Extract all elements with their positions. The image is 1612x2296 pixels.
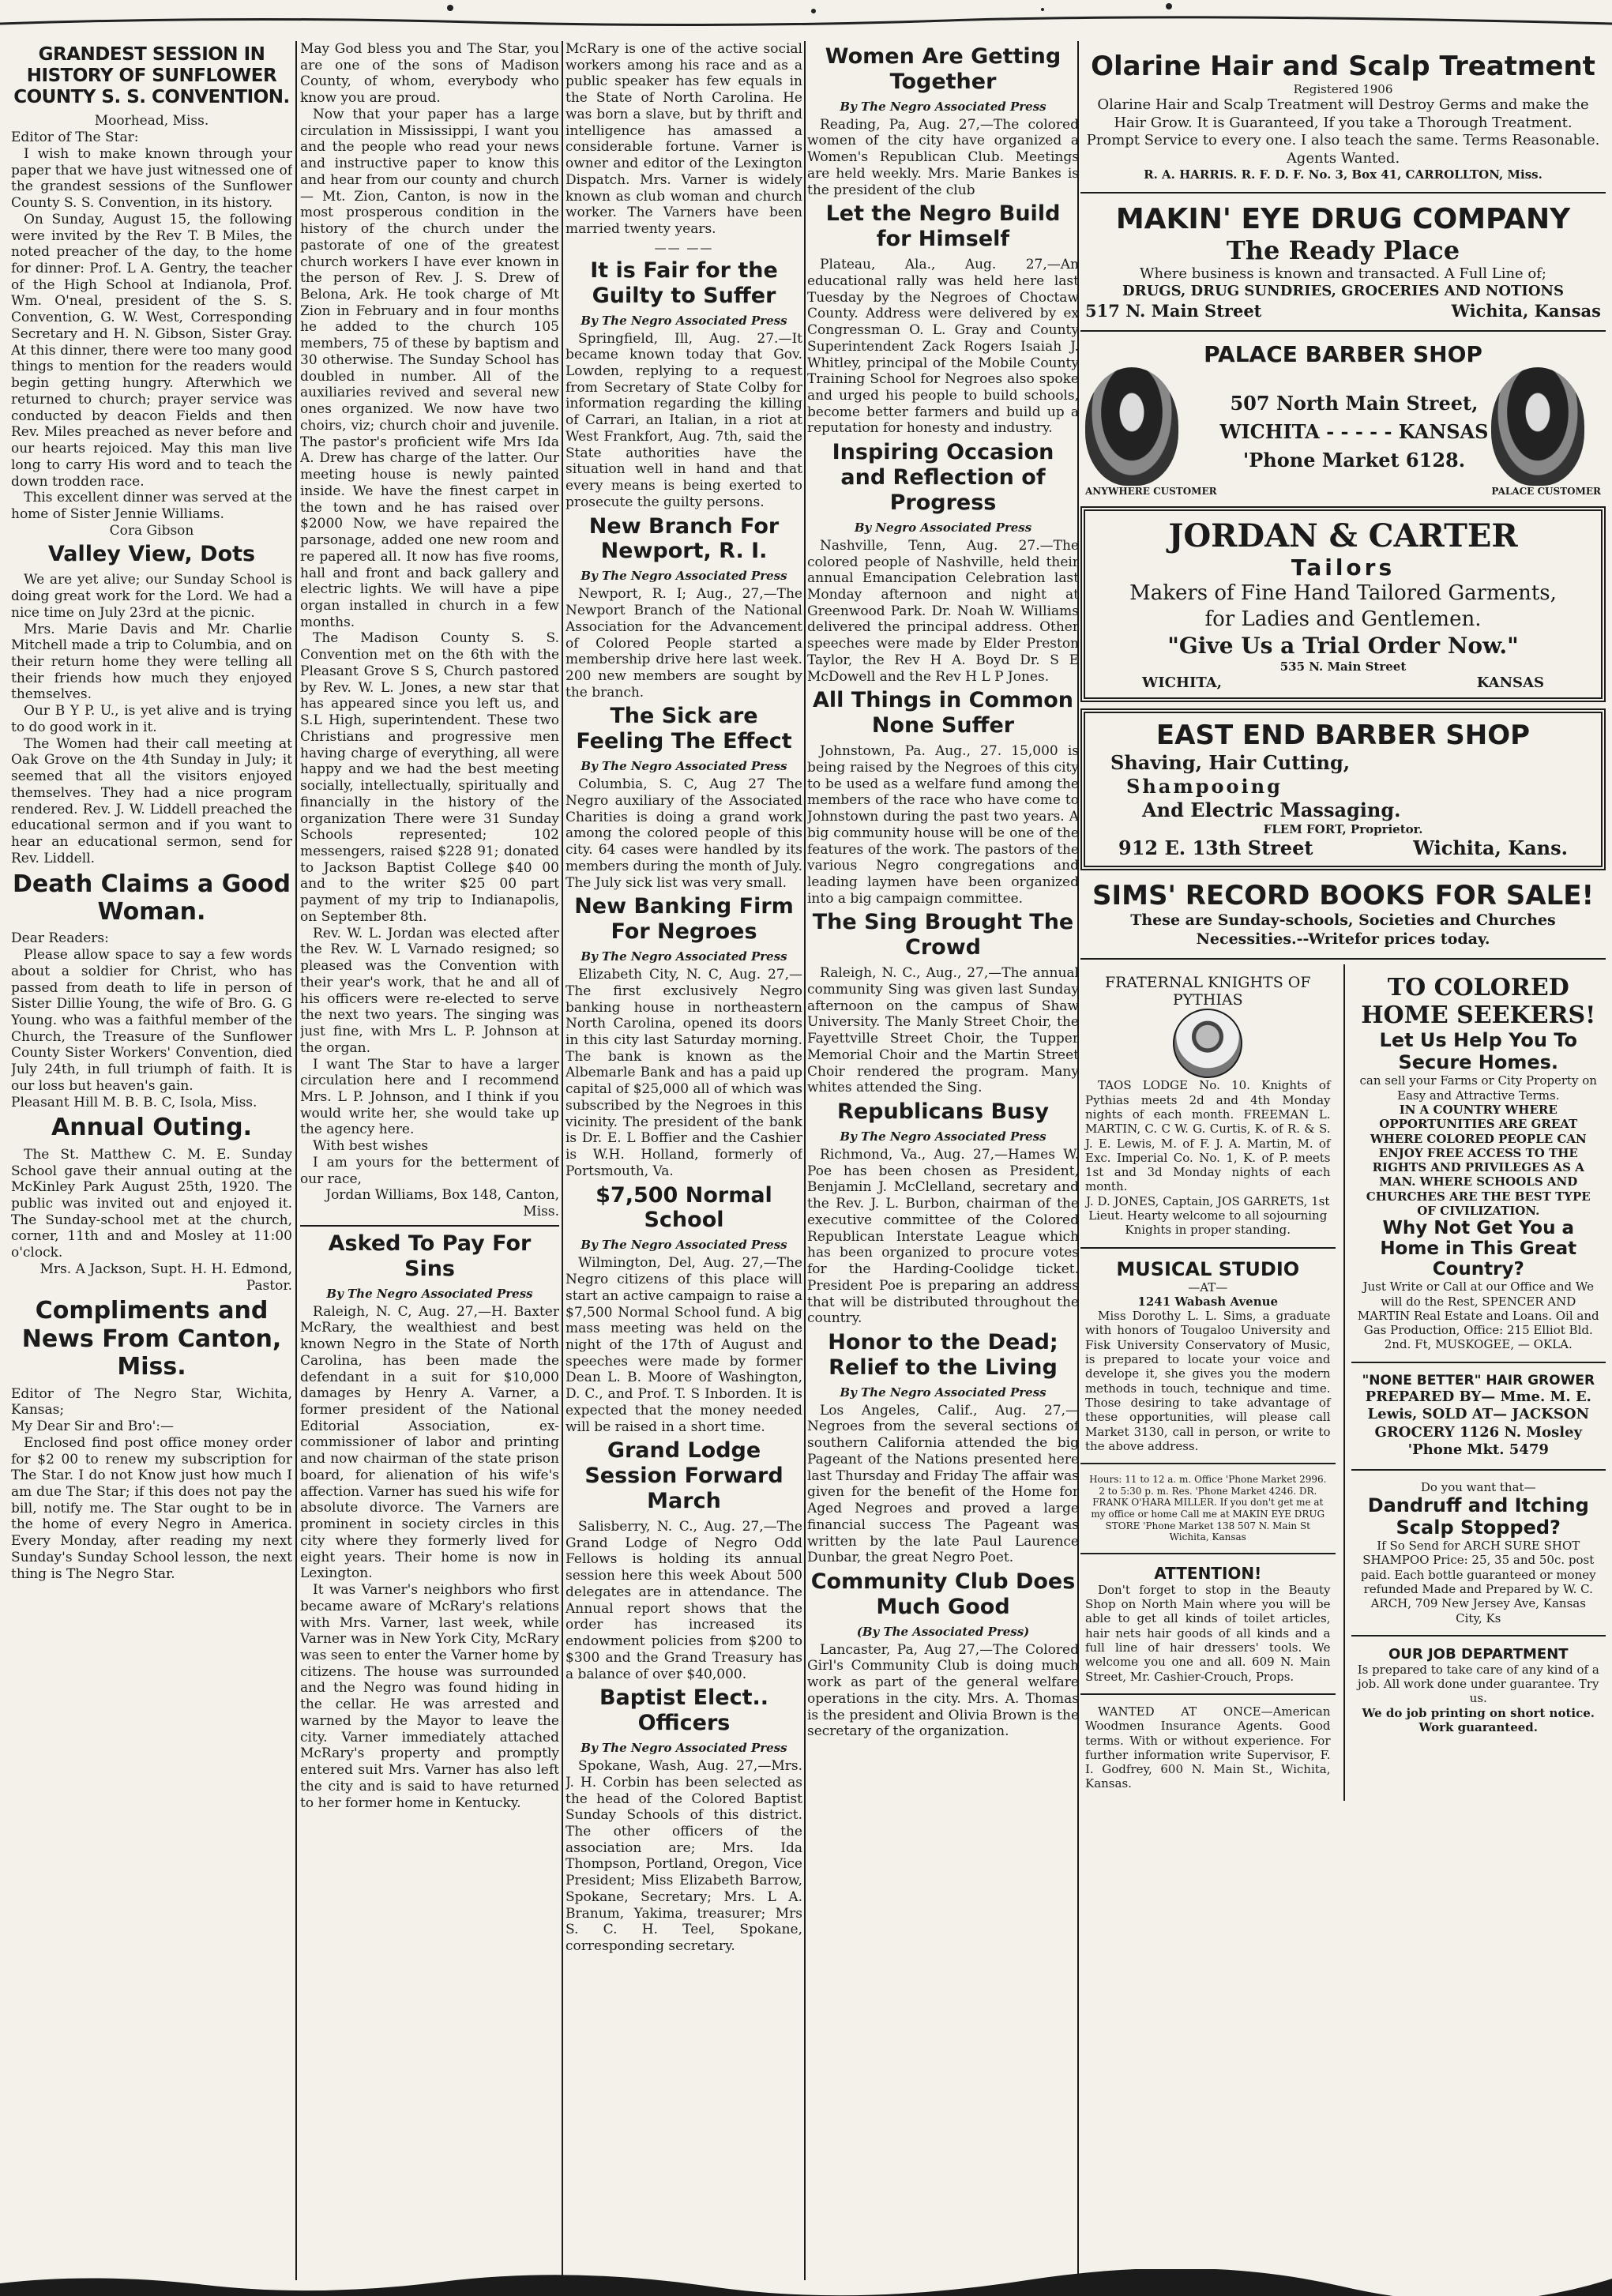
article-paragraph: The Women had their call meeting at Oak Grove on the 4th Sunday in July; it seemed that all the visitors enjoyed themselves. They had a nice program rendered. Rev. J. W. Liddell preached the educational sermon and if you want to hear an educational sermon, send for Rev. Liddell. (11, 735, 292, 866)
ad-musical-studio (1080, 1255, 1336, 1457)
article-paragraph: I wish to make known through your paper that we have just witnessed one of the grandest sessions of the Sunflower County S. S. Convention, in its history. (11, 145, 292, 212)
salutation: Dear Readers: (11, 930, 109, 947)
article-paragraph: Reading, Pa, Aug. 27,—The colored women of the city have organized a Women's Republican Club. Meetings are held weekly. Mrs. Marie Bankes is the president of the club (807, 116, 1079, 198)
article-paragraph: We are yet alive; our Sunday School is doing great work for the Lord. We had a nice time on July 23rd at the picnic. (11, 572, 292, 621)
portrait-right (1491, 367, 1601, 498)
ad-title: MUSICAL STUDIO (1116, 1257, 1300, 1280)
divider (1080, 958, 1606, 960)
article-paragraph: Newport, R. I; Aug., 27,—The Newport Branch of the National Association for the Advancement of Colored People started a membership drive here last week. 200 new members are sought by the branch. (566, 586, 802, 701)
headline: New Branch For Newport, R. I. (588, 513, 780, 564)
ad-job-department (1351, 1643, 1606, 1738)
ad-body: IN A COUNTRY WHERE OPPORTUNITIES ARE GREAT WHERE COLORED PEOPLE CAN ENJOY FREE ACCESS TO THE RIGHTS AND PRIVILEGES AS A MAN. WHERE SCHOOLS AND CHURCHES ARE THE BEST TYPE OF CIVILIZATION. (1366, 1102, 1591, 1218)
headline: It is Fair for the Guilty to Suffer (590, 257, 778, 308)
ads-split (1080, 964, 1606, 1800)
ad-address: 912 E. 13th Street (1118, 836, 1313, 859)
article-paragraph: Wilmington, Del, Aug. 27,—The Negro citizens of this place will start an active campaign to raise a $7,500 Normal School fund. A big mass meeting was held on the night of the 17th of August and speeches were made by former Dean L. B. Moore of Washington, D. C., and Prof. T. S Inborden. It is expected that the money needed will be raised in a short time. (566, 1255, 802, 1435)
ad-east-end-barber (1080, 708, 1606, 870)
ad-title: Olarine Hair and Scalp Treatment (1091, 51, 1595, 82)
ad-city: Wichita, Kans. (1413, 836, 1568, 859)
article-paragraph: The St. Matthew C. M. E. Sunday School gave their annual outing at the McKinley Park August 25th, 1920. The public was invited out and enjoyed it. The Sunday-school met at the church, corner, 11th and and Mosley at 11:00 o'clock. (11, 1146, 292, 1261)
column-1 (11, 41, 292, 2280)
portrait-left (1085, 367, 1217, 498)
ad-attention (1080, 1561, 1336, 1687)
column-3 (566, 41, 802, 2280)
pythias-emblem-icon (1173, 1009, 1242, 1078)
article-paragraph: Raleigh, N. C., Aug., 27,—The annual community Sing was given last Sunday afternoon on the campus of Shaw University. The Manly Street Choir, the Fayettville Street Choir, the Tupper Memorial Choir and the Martin Street Choir rendered the program. Many whites attended the Sing. (807, 965, 1079, 1096)
dateline: Moorhead, Miss. (94, 113, 209, 130)
article-paragraph: Spokane, Wash, Aug. 27,—Mrs. J. H. Corbin has been selected as the head of the Colored Baptist Sunday Schools of this district. The other officers of the association are; Mrs. Ida Thompson, Portland, Oregon, Vice President; Miss Elizabeth Barrow, Spokane, Secretary; Mrs. L A. Branum, Yakima, treasurer; Mrs S. C. H. Teel, Spokane, corresponding secretary. (566, 1758, 802, 1955)
divider (1080, 1247, 1336, 1249)
ad-title: "NONE BETTER" HAIR GROWER (1362, 1372, 1595, 1388)
signature: Cora Gibson (109, 522, 194, 539)
salutation: Editor of The Star: (11, 130, 139, 146)
byline: By Negro Associated Press (854, 520, 1032, 535)
divider: —— —— (654, 240, 714, 255)
ads-right (1343, 964, 1606, 1800)
ad-address: 535 N. Main Street (1279, 659, 1407, 675)
ad-address: 1241 Wabash Avenue (1137, 1294, 1279, 1309)
article-paragraph: Nashville, Tenn, Aug. 27.—The colored people of Nashville, held their annual Emancipation Celebration last Monday afternoon and night at Greenwood Park. Dr. Noah W. Williams delivered the principal address. Other speeches were made by Elder Preston Taylor, the Rev H A. Boyd Dr. S E McDowell and the Rev H L P Jones. (807, 537, 1079, 685)
ad-body: TAOS LODGE No. 10. Knights of Pythias meets 2d and 4th Monday nights of each month. FREEMAN L. MARTIN, C. C W. G. Curtis, K. of R. & S. J. E. Lewis, M. of F. J. A. Martin, M. of Exc. Imperial Co. No. 1, K. of P. meets 1st and 3d Monday nights of each month. (1085, 1078, 1331, 1194)
ad-phone: 'Phone Market 6128. (1242, 448, 1466, 472)
ad-doctor (1080, 1471, 1336, 1546)
signature: Pleasant Hill M. B. B. C, Isola, Miss. (11, 1094, 257, 1110)
headline: $7,500 Normal School (596, 1182, 772, 1233)
ad-proprietor: FLEM FORT, Proprietor. (1263, 821, 1423, 836)
signature: Mrs. A Jackson, Supt. H. H. Edmond, Pastor. (39, 1261, 292, 1294)
article-paragraph: McRary is one of the active social workers among his race and as a public speaker has few equals in the State of North Carolina. He was born a slave, but by thrift and intelligence has amassed a considerable fortune. Varner is owner and editor of the Lexington Dispatch. Mrs. Varner is widely known as club woman and church worker. The Varners have been married twenty years. (566, 41, 802, 238)
headline: Baptist Elect.. Officers (599, 1685, 769, 1736)
ads-left (1080, 964, 1336, 1800)
divider (1080, 330, 1606, 332)
salutation: My Dear Sir and Bro':— (11, 1419, 175, 1435)
ad-city: WICHITA - - - - - KANSAS (1219, 419, 1489, 443)
article-paragraph: Our B Y P. U., is yet alive and is trying to do good work in it. (11, 703, 292, 735)
page-top-edge (0, 0, 1612, 35)
ad-address-row (1085, 301, 1601, 321)
article-paragraph: Lancaster, Pa, Aug 27,—The Colored Girl's Community Club is doing much work as part of the general welfare operations in the city. Mrs. A. Thomas is the president and Olivia Brown is the secretary of the organization. (807, 1641, 1079, 1740)
article-paragraph: Now that your paper has a large circulation in Mississippi, I want you and the people who read your news and instructive paper to know this and hear from our county and church— Mt. Zion, Canton, is now in the most prosperous condition in the history of the church under the pastorate of one of the greatest church workers I have ever known in the person of Rev. J. S. Drew of Belona, Ark. He took charge of Mt Zion in February and in four months he added to the church 105 members, 75 of these by baptism and 30 otherwise. The Sunday School has doubled in number. All of the auxiliaries revived and several new ones organized. We now have two choirs, viz; church choir and juvenile. The pastor's proficient wife Mrs Ida A. Drew has charge of the latter. Our meeting house is newly painted inside. We have the finest carpet in the town and he has raised over $2000 Now, we have repaired the parsonage, added one new room and re papered all. It now has five rooms, hall and front and back gallery and electric lights. We will have a pipe organ installed in church in a few months. (300, 106, 559, 630)
byline: By The Negro Associated Press (581, 313, 787, 328)
headline: Community Club Does Much Good (810, 1569, 1076, 1619)
article-paragraph: Enclosed find post office money order for $2 00 to renew my subscription for The Star. I do not Know just how much I am due The Star; if this does not pay the bill, notify me. The Star ought to be in the home of every Negro in America. Every Monday, after reading my next Sunday's Sunday School lesson, the next thing is The Negro Star. (11, 1434, 292, 1582)
portrait-image (1085, 367, 1178, 486)
ad-slogan: "Give Us a Trial Order Now." (1167, 633, 1519, 659)
article-paragraph: This excellent dinner was served at the home of Sister Jennie Williams. (11, 490, 292, 522)
article-paragraph: Elizabeth City, N. C, Aug. 27,—The first exclusively Negro banking house in northeastern North Carolina, opened its doors in this city last Saturday morning. The bank is known as the Albemarle Bank and has a paid up capital of $25,000 all of which was subscribed by the Negroes in this vicinity. The president of the bank is Dr. E. L Boffier and the Cashier is W.H. Holland, formerly of Portsmouth, Va. (566, 967, 802, 1179)
headline: Let the Negro Build for Himself (825, 201, 1061, 252)
article-paragraph: On Sunday, August 15, the following were invited by the Rev T. B Miles, the noted preacher of the day, to the home for dinner: Prof. L A. Gentry, the teacher of the High School at Indianola, Prof. Wm. O'neal, president of the S. S. Convention, G. W. West, Corresponding Secretary and H. N. Gibson, Sister Gray. At this dinner, there were too many good things to mention for the readers would begin getting hungry. Afterwhich we returned to church; prayer service was conducted by deacon Fields and then Rev. Miles preached as never before and our hearts rejoiced. May this man live long to carry His word and to teach the down trodden race. (11, 211, 292, 490)
byline: By The Negro Associated Press (581, 759, 787, 774)
ad-olarine (1080, 47, 1606, 186)
ad-body: Shaving, Hair Cutting, (1110, 750, 1351, 774)
headline: Compliments and News From Canton, Miss. (21, 1297, 282, 1381)
column-rule (295, 41, 297, 2280)
ad-note: Registered 1906 (1293, 82, 1393, 96)
ad-title: JORDAN & CARTER (1168, 517, 1518, 555)
headline: The Sick are Feeling The Effect (576, 704, 792, 754)
ad-jordan-carter (1080, 506, 1606, 701)
byline: By The Negro Associated Press (840, 1129, 1046, 1144)
portrait-image (1491, 367, 1584, 486)
ad-title: MAKIN' EYE DRUG COMPANY (1115, 202, 1571, 235)
column-4 (807, 41, 1079, 2280)
ad-body: Is prepared to take care of any kind of a job. All work done under guarantee. Try us. (1357, 1662, 1599, 1706)
ad-body: PREPARED BY— Mme. M. E. Lewis, SOLD AT— JACKSON GROCERY 1126 N. Mosley 'Phone Mkt. 5479 (1365, 1388, 1591, 1459)
ad-title: SIMS' RECORD BOOKS FOR SALE! (1092, 879, 1594, 911)
ad-sims-books (1080, 877, 1606, 953)
caption: ANYWHERE CUSTOMER (1085, 485, 1217, 497)
ad-title: OUR JOB DEPARTMENT (1388, 1645, 1569, 1663)
ad-state: KANSAS (1476, 674, 1544, 691)
ad-address: 517 N. Main Street (1085, 300, 1262, 321)
byline: By The Negro Associated Press (840, 99, 1046, 114)
byline: By The Negro Associated Press (581, 1238, 787, 1253)
ad-body: Just Write or Call at our Office and We will do the Rest, SPENCER AND MARTIN Real Estate and Loans. Oil and Gas Production, Office: 215 Elliot Bld. 2nd. Ft, MUSKOGEE, — OKLA. (1357, 1280, 1599, 1352)
divider (1080, 1693, 1336, 1695)
byline: (By The Associated Press) (856, 1624, 1030, 1639)
ad-body: can sell your Farms or City Property on Easy and Attractive Terms. (1359, 1073, 1597, 1103)
ad-subtitle: The Ready Place (1226, 235, 1460, 265)
ad-body: We do job printing on short notice. Work guaranteed. (1362, 1705, 1595, 1735)
signature: Jordan Williams, Box 148, Canton, Miss. (325, 1187, 559, 1220)
headline: Inspiring Occasion and Reflection of Progress (832, 440, 1054, 515)
headline: Women Are Getting Together (825, 44, 1062, 94)
ad-city: Wichita, Kansas (1451, 300, 1601, 321)
headline: Asked To Pay For Sins (328, 1231, 532, 1281)
article-paragraph: It was Varner's neighbors who first became aware of McRary's relations with Mrs. Varner, last week, while Varner was in New York City, McRary was seen to enter the Varner home by citizens. The house was surrounded and the Negro was found hiding in the cellar. He was arrested and warned by the Mayor to leave the city. Varner immediately attached McRary's property and promptly entered suit Mrs. Varner has also left the city and is said to have returned to her former home in Kentucky. (300, 1582, 559, 1811)
byline: By The Negro Associated Press (581, 949, 787, 964)
ad-body: Olarine Hair and Scalp Treatment will Destroy Germs and make the Hair Grow. It is Guaranteed, If you take a Thorough Treatment. Prompt Service to every one. I also teach the same. Terms Reasonable. Agents Wanted. (1086, 96, 1600, 167)
article-paragraph: Columbia, S. C, Aug 27 The Negro auxiliary of the Associated Charities is doing a grand work among the colored people of this city. 64 cases were handled by its members during the month of July. The July sick list was very small. (566, 776, 802, 891)
ad-title: TO COLORED HOME SEEKERS! (1361, 974, 1596, 1030)
ad-palace-row (1085, 367, 1601, 498)
ad-title: FRATERNAL KNIGHTS OF PYTHIAS (1104, 974, 1311, 1009)
ad-title: Dandruff and Itching Scalp Stopped? (1367, 1494, 1589, 1539)
ad-palace-barber (1080, 338, 1606, 501)
headline: GRANDEST SESSION IN HISTORY OF SUNFLOWER COUNTY S. S. CONVENTION. (13, 44, 290, 108)
ad-dandruff (1351, 1477, 1606, 1629)
ad-body: WANTED AT ONCE—American Woodmen Insurance Agents. Good terms. With or without experience. For further information write Supervisor, F. I. Godfrey, 600 N. Main St., Wichita, Kansas. (1085, 1704, 1331, 1791)
ad-body: If So Send for ARCH SURE SHOT SHAMPOO Price: 25, 35 and 50c. post paid. Each bottle guaranteed or money refunded Made and Prepared by W. C. ARCH, 709 New Jersey Ave, Kansas City, Ks (1360, 1539, 1596, 1625)
ad-title: PALACE BARBER SHOP (1204, 340, 1482, 367)
ad-city-row (1095, 675, 1591, 691)
headline: Death Claims a Good Woman. (12, 870, 291, 926)
article-paragraph: Raleigh, N. C, Aug. 27,—H. Baxter McRary, the wealthiest and best known Negro in the State of North Carolina, has been made the defendant in a suit for $10,000 damages by Henry A. Varner, a former president of the National Editorial Association, ex-commissioner of labor and printing and now chairman of the state prison board, for alienation of his wife's affection. Varner has sued his wife for absolute divorce. The Varners are prominent in society circles in this city where they formerly lived for eight years. Their home is now in Lexington. (300, 1303, 559, 1582)
ad-question: Why Not Get You a Home in This Great Country? (1380, 1218, 1577, 1280)
ad-address: 507 North Main Street, (1230, 391, 1479, 415)
ad-body: Where business is known and transacted. A Full Line of; (1140, 265, 1546, 282)
ad-title: EAST END BARBER SHOP (1155, 719, 1531, 751)
caption: PALACE CUSTOMER (1491, 485, 1601, 497)
divider (1351, 1635, 1606, 1637)
headline: The Sing Brought The Crowd (812, 910, 1074, 960)
ad-body: Makers of Fine Hand Tailored Garments, (1129, 581, 1557, 606)
article-paragraph: With best wishes (313, 1138, 429, 1155)
headline: Grand Lodge Session Forward March (584, 1438, 783, 1514)
article-paragraph: Salisberry, N. C., Aug. 27,—The Grand Lodge of Negro Odd Fellows is holding its annual session here this week About 500 delegates are in attendance. The Annual report shows that the order has increased its endowment policies from $200 to $300 and the Grand Treasury has a balance of over $40,000. (566, 1518, 802, 1682)
column-rule (804, 41, 806, 2280)
ad-none-better (1351, 1370, 1606, 1463)
ad-body: Don't forget to stop in the Beauty Shop on North Main where you will be able to get all kinds of toilet articles, hair nets hair goods of all kinds and a full line of hair dressers' tools. We welcome you one and all. 609 N. Main Street, Mr. Cashier-Crouch, Props. (1085, 1582, 1331, 1684)
ad-body: Shampooing (1126, 774, 1283, 798)
ad-home-seekers (1351, 971, 1606, 1355)
divider (1080, 1553, 1336, 1554)
article-paragraph: Richmond, Va., Aug. 27,—Hames W. Poe has been chosen as President, Benjamin J. McClelland, secretary and the Rev. J. L. Burbon, chairman of the executive committee of the Colored Republican Interstate League which has been organized to procure votes for the Harding-Coolidge ticket. President Poe is preparing an address that will be distributed throughout the country. (807, 1146, 1079, 1327)
ad-body: Hours: 11 to 12 a. m. Office 'Phone Market 2996. 2 to 5:30 p. m. Res. 'Phone Market 4246. DR. FRANK O'HARA MILLER. If you don't get me at my office or home Call me at MAKIN EYE DRUG STORE 'Phone Market 138 507 N. Main St Wichita, Kansas (1089, 1474, 1327, 1543)
byline: By The Negro Associated Press (581, 569, 787, 584)
headline: All Things in Common None Suffer (813, 688, 1073, 738)
ad-body: DRUGS, DRUG SUNDRIES, GROCERIES AND NOTIONS (1122, 283, 1564, 300)
divider (300, 1225, 559, 1227)
ad-makin-drug (1080, 200, 1606, 324)
ad-address-row (1095, 836, 1591, 859)
article-paragraph: Plateau, Ala., Aug. 27,—An educational rally was held here last Tuesday by the Negroes of Choctaw County. Address were delivered by ex Congressman O. L. Gray and County Superintendent Zack Rogers Isaiah J. Whitley, principal of the Mobile County Training School for Negroes also spoke and urged his people to build schools, become better farmers and build up a reputation for honesty and industry. (807, 257, 1079, 437)
ads-column (1080, 41, 1606, 2280)
article-paragraph: The Madison County S. S. Convention met on the 6th with the Pleasant Grove S S, Church pastored by Rev. W. L. Jones, a new star that has appeared since you left us, and S.L High, superintendent. These two Christians and progressive men having charge of everything, all were happy and we had the best meeting socially, intellectually, spiritually and financially in the history of the organization There were 31 Sunday Schools represented; 102 messengers, raised $228 91; donated to Jackson Baptist College $40 00 and to the writer $25 00 part payment of my trip to Indianapolis, on September 8th. (300, 630, 559, 925)
divider (1351, 1362, 1606, 1363)
divider (1351, 1469, 1606, 1471)
ad-title: ATTENTION! (1154, 1563, 1262, 1583)
headline: Republicans Busy (837, 1099, 1049, 1125)
salutation: Editor of The Negro Star, Wichita, Kansas; (11, 1385, 292, 1419)
column-2 (300, 41, 559, 2280)
article-paragraph: I want The Star to have a larger circulation here and I recommend Mrs. L P. Johnson, and I think if you would write her, she would take up the agency here. (300, 1056, 559, 1138)
ad-body: These are Sunday-schools, Societies and Churches Necessities.--Writefor prices today. (1130, 911, 1556, 948)
byline: By The Negro Associated Press (326, 1286, 533, 1301)
article-paragraph: Mrs. Marie Davis and Mr. Charlie Mitchell made a trip to Columbia, and on their return home they were telling all their friends how much they enjoyed themselves. (11, 621, 292, 703)
ad-address: R. A. HARRIS. R. F. D. F. No. 3, Box 41, CARROLLTON, Miss. (1144, 167, 1542, 182)
divider (1080, 192, 1606, 194)
byline: By The Negro Associated Press (840, 1385, 1046, 1400)
article-paragraph: May God bless you and The Star, you are one of the sons of Madison County, of whom, everybody who know you are proud. (300, 41, 559, 107)
headline: Annual Outing. (51, 1114, 252, 1142)
article-paragraph: Los Angeles, Calif., Aug. 27,—Negroes from the several sections of southern California attended the big Pageant of the Nations presented here last Thursday and Friday The affair was given for the benefit of the Home for Aged Negroes and proved a large financial success The Pageant was written by the late Paul Laurence Dunbar, the great Negro Poet. (807, 1402, 1079, 1566)
headline: Valley View, Dots (47, 542, 256, 567)
column-rule (562, 41, 563, 2280)
page-bottom-edge (0, 2269, 1612, 2296)
ad-body: Miss Dorothy L. L. Sims, a graduate with honors of Tougaloo University and Fisk University Conservatory of Music, is prepared to locate your voice and develope it, she gives you the modern methods in touch, technique and time. Those desiring to take advantage of these opportunities, will please call Market 3130, call in person, or write to the above address. (1085, 1309, 1331, 1453)
ad-body: And Electric Massaging. (1142, 798, 1401, 821)
headline: Honor to the Dead; Relief to the Living (828, 1329, 1058, 1380)
ad-pre: Do you want that— (1420, 1479, 1536, 1494)
ad-city: WICHITA, (1142, 674, 1223, 691)
article-paragraph: Rev. W. L. Jordan was elected after the Rev. W. L Varnado resigned; so pleased was the Convention with their year's work, that he and all of his officers were re-elected to serve the next two years. The singing was just fine, with Mrs L. P. Johnson at the organ. (300, 925, 559, 1056)
byline: By The Negro Associated Press (581, 1741, 787, 1756)
ad-body: for Ladies and Gentlemen. (1204, 607, 1482, 631)
ad-knights-pythias (1080, 971, 1336, 1240)
divider (1080, 1463, 1336, 1464)
ad-signature: J. D. JONES, Captain, JOS GARRETS, 1st Lieut. Hearty welcome to all sojourning Knights in proper standing. (1086, 1193, 1330, 1238)
ad-at: —AT— (1188, 1280, 1228, 1295)
headline: New Banking Firm For Negroes (574, 894, 794, 945)
article-paragraph: Please allow space to say a few words about a soldier for Christ, who has passed from death to life in person of Sister Dillie Young, the wife of Bro. G. G Young. who was a faithful member of the Church, the Treasure of the Sunflower County Sister Workers' Convention, died July 24th, in full triumph of faith. It is our loss but heaven's gain. (11, 947, 292, 1094)
ad-subtitle: Let Us Help You To Secure Homes. (1379, 1029, 1577, 1074)
ad-wanted (1080, 1701, 1336, 1794)
article-paragraph: I am yours for the betterment of our race, (300, 1154, 559, 1187)
article-paragraph: Springfield, Ill, Aug. 27.—It became known today that Gov. Lowden, replying to a request from Secretary of State Colby for information regarding the killing of Carrari, an Italian, in a riot at West Frankfort, Aug. 7th, said the State authorities have the situation well in hand and that every means is being exerted to prosecute the guilty persons. (566, 330, 802, 510)
ad-body (1219, 389, 1488, 475)
ad-subtitle: Tailors (1291, 554, 1396, 581)
article-paragraph: Johnstown, Pa. Aug., 27. 15,000 is being raised by the Negroes of this city to be used as a welfare fund among the members of the race who have come to Johnstown during the past two years. A big community house will be one of the features of the work. The pastors of the various Negro congregations and leading laymen have been organized into a big campaign committee. (807, 743, 1079, 907)
